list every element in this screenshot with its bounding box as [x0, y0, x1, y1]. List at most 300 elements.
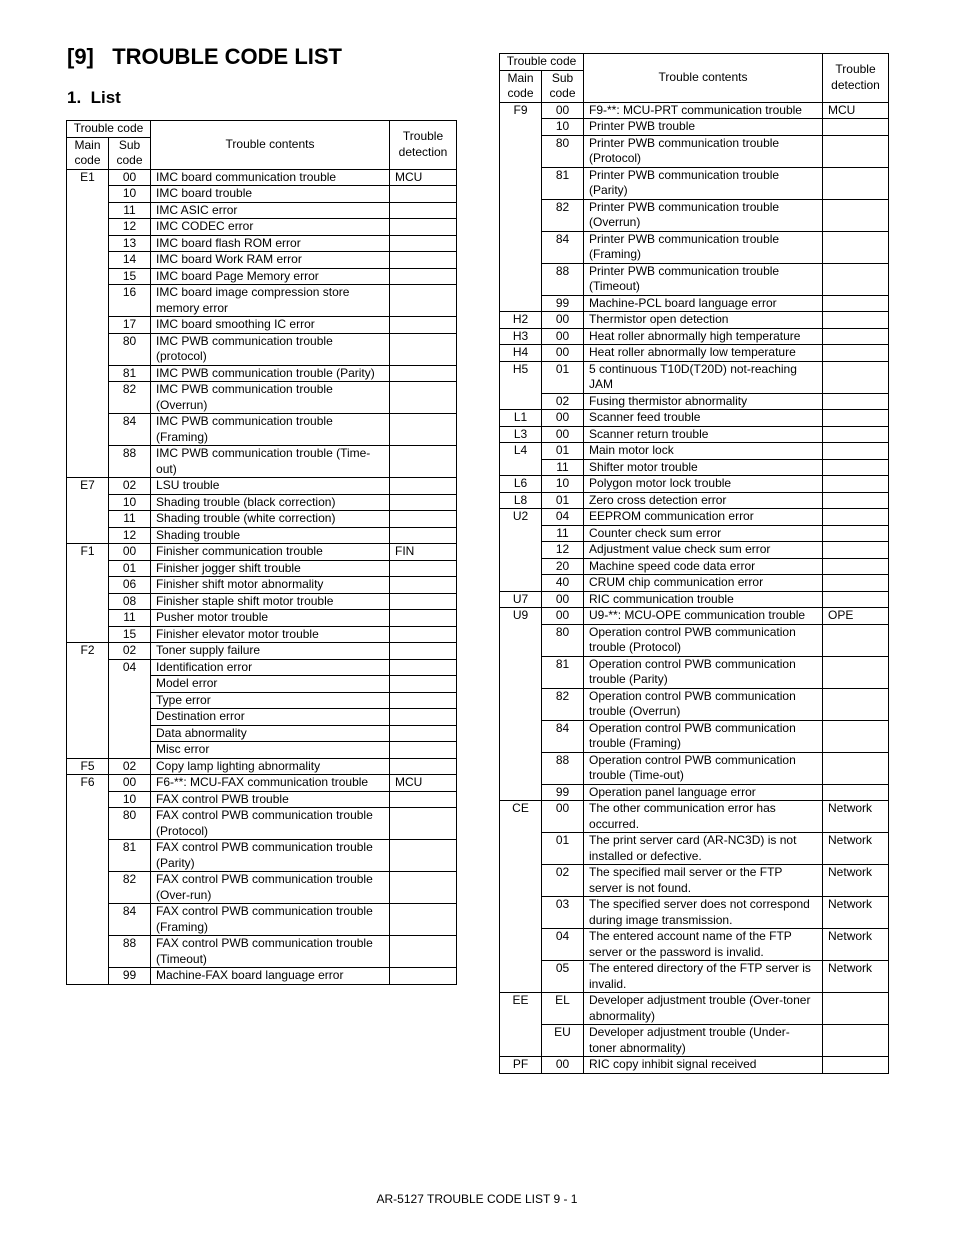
table-row — [500, 575, 889, 592]
sub-code-cell: 01 — [542, 361, 584, 393]
table-row — [500, 591, 889, 608]
trouble-contents-cell: The print server card (AR-NC3D) is not installed or defective. — [584, 833, 823, 865]
table-row — [500, 801, 889, 833]
trouble-contents-cell: Finisher elevator motor trouble — [151, 626, 390, 643]
table-row — [67, 527, 457, 544]
main-code-cell: U9 — [500, 608, 542, 801]
table-row — [67, 186, 457, 203]
table-row — [67, 365, 457, 382]
table-row — [67, 968, 457, 985]
sub-code-cell: 82 — [542, 688, 584, 720]
trouble-detection-cell — [390, 904, 457, 936]
trouble-contents-cell: Heat roller abnormally high temperature — [584, 328, 823, 345]
sub-code-cell: 11 — [109, 511, 151, 528]
page-footer: AR-5127 TROUBLE CODE LIST 9 - 1 — [376, 1192, 578, 1206]
sub-code-cell: 04 — [542, 509, 584, 526]
sub-code-header: Sub code — [109, 137, 151, 169]
sub-code-cell: 03 — [542, 897, 584, 929]
trouble-contents-cell: EEPROM communication error — [584, 509, 823, 526]
sub-code-cell: 81 — [542, 167, 584, 199]
main-code-cell: H2 — [500, 312, 542, 329]
table-row — [500, 167, 889, 199]
sub-code-cell: 81 — [109, 365, 151, 382]
trouble-detection-cell — [823, 328, 889, 345]
trouble-contents-cell: F9-**: MCU-PRT communication trouble — [584, 102, 823, 119]
trouble-detection-cell — [390, 626, 457, 643]
table-row — [500, 525, 889, 542]
sub-code-cell: 80 — [542, 135, 584, 167]
table-row — [500, 897, 889, 929]
table-row — [500, 608, 889, 625]
trouble-detection-cell — [823, 492, 889, 509]
sub-code-cell: 11 — [542, 525, 584, 542]
trouble-detection-cell — [390, 936, 457, 968]
trouble-detection-cell: Network — [823, 865, 889, 897]
sub-code-cell: 88 — [109, 936, 151, 968]
trouble-detection-cell: Network — [823, 961, 889, 993]
table-header-row — [67, 121, 457, 138]
sub-code-cell: 88 — [542, 752, 584, 784]
sub-code-cell: 02 — [542, 393, 584, 410]
trouble-contents-cell: Developer adjustment trouble (Over-toner abnormality) — [584, 993, 823, 1025]
table-row — [500, 688, 889, 720]
trouble-detection-cell — [823, 1057, 889, 1074]
sub-code-cell: 11 — [542, 459, 584, 476]
table-row — [500, 752, 889, 784]
table-row — [67, 643, 457, 660]
trouble-detection-cell — [390, 725, 457, 742]
trouble-contents-cell: IMC board flash ROM error — [151, 235, 390, 252]
table-row — [67, 577, 457, 594]
sub-code-cell: 82 — [109, 382, 151, 414]
sub-code-cell: 16 — [109, 285, 151, 317]
table-row — [67, 872, 457, 904]
table-row — [500, 929, 889, 961]
trouble-detection-cell — [390, 219, 457, 236]
trouble-detection-cell: FIN — [390, 544, 457, 561]
trouble-detection-cell — [823, 476, 889, 493]
table-row — [500, 459, 889, 476]
trouble-contents-cell: LSU trouble — [151, 478, 390, 495]
table-row — [67, 560, 457, 577]
table-row — [500, 426, 889, 443]
trouble-contents-header: Trouble contents — [151, 121, 390, 170]
trouble-code-header: Trouble code — [67, 121, 151, 138]
trouble-contents-cell: RIC communication trouble — [584, 591, 823, 608]
sub-code-cell: 14 — [109, 252, 151, 269]
table-row — [67, 219, 457, 236]
trouble-contents-cell: Counter check sum error — [584, 525, 823, 542]
trouble-code-table-left — [66, 120, 457, 985]
table-row — [500, 476, 889, 493]
trouble-contents-cell: The specified server does not correspond during image transmission. — [584, 897, 823, 929]
trouble-detection-cell — [390, 560, 457, 577]
trouble-contents-cell: Zero cross detection error — [584, 492, 823, 509]
sub-code-cell: 80 — [109, 808, 151, 840]
trouble-contents-cell: Operation control PWB communication trouble (Overrun) — [584, 688, 823, 720]
main-code-cell: F2 — [67, 643, 109, 759]
main-code-cell: U7 — [500, 591, 542, 608]
trouble-code-header: Trouble code — [500, 54, 584, 71]
table-row — [67, 758, 457, 775]
sub-code-cell: 84 — [109, 414, 151, 446]
trouble-detection-cell: MCU — [823, 102, 889, 119]
trouble-contents-cell: Finisher jogger shift trouble — [151, 560, 390, 577]
table-row — [67, 610, 457, 627]
table-row — [500, 345, 889, 362]
table-row — [67, 317, 457, 334]
sub-code-cell: 00 — [542, 328, 584, 345]
sub-code-cell: 88 — [109, 446, 151, 478]
trouble-detection-cell — [823, 263, 889, 295]
main-code-cell: F5 — [67, 758, 109, 775]
sub-code-cell: 12 — [109, 219, 151, 236]
sub-code-cell: 88 — [542, 263, 584, 295]
trouble-detection-cell — [390, 186, 457, 203]
trouble-contents-cell: Polygon motor lock trouble — [584, 476, 823, 493]
trouble-detection-cell — [823, 542, 889, 559]
trouble-contents-cell: IMC board communication trouble — [151, 169, 390, 186]
trouble-contents-cell: Machine-FAX board language error — [151, 968, 390, 985]
trouble-detection-cell — [390, 252, 457, 269]
sub-code-cell: 84 — [542, 231, 584, 263]
trouble-detection-cell — [390, 235, 457, 252]
table-row — [67, 593, 457, 610]
table-row — [500, 558, 889, 575]
table-row — [500, 410, 889, 427]
trouble-detection-cell: Network — [823, 897, 889, 929]
table-row — [67, 169, 457, 186]
trouble-contents-cell: IMC CODEC error — [151, 219, 390, 236]
trouble-contents-cell: IMC board Page Memory error — [151, 268, 390, 285]
main-code-cell: U2 — [500, 509, 542, 592]
trouble-detection-cell: MCU — [390, 169, 457, 186]
trouble-detection-cell — [823, 558, 889, 575]
table-row — [500, 720, 889, 752]
trouble-contents-cell: Model error — [151, 676, 390, 693]
sub-code-cell: 17 — [109, 317, 151, 334]
trouble-contents-cell: CRUM chip communication error — [584, 575, 823, 592]
trouble-code-table-right — [499, 53, 889, 1074]
trouble-detection-cell — [823, 656, 889, 688]
trouble-detection-cell — [823, 688, 889, 720]
sub-code-cell: 84 — [542, 720, 584, 752]
trouble-contents-cell: The entered directory of the FTP server is invalid. — [584, 961, 823, 993]
table-row — [500, 231, 889, 263]
main-code-cell: E7 — [67, 478, 109, 544]
table-row — [500, 865, 889, 897]
trouble-detection-cell — [390, 577, 457, 594]
sub-code-cell: 02 — [109, 478, 151, 495]
trouble-detection-cell — [823, 624, 889, 656]
trouble-contents-cell: Finisher shift motor abnormality — [151, 577, 390, 594]
trouble-detection-cell — [390, 968, 457, 985]
sub-code-cell: 02 — [109, 758, 151, 775]
trouble-detection-cell — [823, 591, 889, 608]
trouble-contents-cell: Printer PWB communication trouble (Overrun) — [584, 199, 823, 231]
sub-code-cell: EL — [542, 993, 584, 1025]
trouble-contents-cell: Data abnormality — [151, 725, 390, 742]
trouble-contents-cell: Copy lamp lighting abnormality — [151, 758, 390, 775]
table-row — [67, 511, 457, 528]
table-row — [500, 509, 889, 526]
trouble-contents-cell: Main motor lock — [584, 443, 823, 460]
trouble-contents-header: Trouble contents — [584, 54, 823, 103]
table-row — [67, 252, 457, 269]
trouble-detection-cell — [390, 414, 457, 446]
trouble-detection-cell — [823, 135, 889, 167]
trouble-detection-cell: Network — [823, 929, 889, 961]
table-row — [500, 119, 889, 136]
table-body — [67, 169, 457, 984]
table-header-row — [500, 54, 889, 71]
table-row — [67, 808, 457, 840]
trouble-contents-cell: The specified mail server or the FTP server is not found. — [584, 865, 823, 897]
trouble-detection-cell: Network — [823, 833, 889, 865]
table-row — [500, 492, 889, 509]
trouble-contents-cell: FAX control PWB communication trouble (Protocol) — [151, 808, 390, 840]
table-row — [67, 285, 457, 317]
trouble-contents-cell: IMC ASIC error — [151, 202, 390, 219]
sub-code-cell: 02 — [542, 865, 584, 897]
trouble-detection-cell — [390, 659, 457, 676]
trouble-contents-cell: IMC PWB communication trouble (Overrun) — [151, 382, 390, 414]
sub-code-cell: 00 — [109, 544, 151, 561]
sub-code-cell: 00 — [542, 312, 584, 329]
trouble-contents-cell: IMC PWB communication trouble (protocol) — [151, 333, 390, 365]
sub-code-cell: 15 — [109, 626, 151, 643]
trouble-contents-cell: IMC PWB communication trouble (Time-out) — [151, 446, 390, 478]
trouble-contents-cell: IMC PWB communication trouble (Parity) — [151, 365, 390, 382]
sub-code-cell: 01 — [542, 443, 584, 460]
table-row — [67, 936, 457, 968]
trouble-contents-cell: The other communication error has occurred. — [584, 801, 823, 833]
sub-code-cell: 82 — [542, 199, 584, 231]
trouble-detection-cell — [823, 1025, 889, 1057]
table-row — [500, 295, 889, 312]
trouble-detection-cell — [823, 443, 889, 460]
sub-code-cell: 00 — [109, 775, 151, 792]
trouble-detection-cell — [390, 872, 457, 904]
trouble-contents-cell: Operation control PWB communication trouble (Protocol) — [584, 624, 823, 656]
table-row — [67, 494, 457, 511]
sub-code-cell: 10 — [109, 186, 151, 203]
table-row — [500, 1025, 889, 1057]
trouble-detection-cell — [390, 709, 457, 726]
trouble-contents-cell: Printer PWB communication trouble (Parity) — [584, 167, 823, 199]
trouble-detection-cell — [823, 459, 889, 476]
sub-code-cell: 00 — [542, 102, 584, 119]
trouble-detection-cell — [390, 840, 457, 872]
trouble-detection-cell: Network — [823, 801, 889, 833]
table-row — [67, 626, 457, 643]
trouble-contents-cell: Developer adjustment trouble (Under-toner abnormality) — [584, 1025, 823, 1057]
trouble-contents-cell: The entered account name of the FTP server or the password is invalid. — [584, 929, 823, 961]
trouble-contents-cell: Machine-PCL board language error — [584, 295, 823, 312]
table-row — [500, 443, 889, 460]
table-row — [67, 904, 457, 936]
trouble-detection-cell — [823, 784, 889, 801]
trouble-detection-cell — [390, 202, 457, 219]
trouble-contents-cell: IMC PWB communication trouble (Framing) — [151, 414, 390, 446]
trouble-detection-cell: OPE — [823, 608, 889, 625]
sub-code-cell: 10 — [542, 476, 584, 493]
trouble-contents-cell: U9-**: MCU-OPE communication trouble — [584, 608, 823, 625]
trouble-detection-cell — [390, 791, 457, 808]
table-row — [500, 393, 889, 410]
main-code-cell: H3 — [500, 328, 542, 345]
trouble-contents-cell: Printer PWB trouble — [584, 119, 823, 136]
sub-code-cell: 84 — [109, 904, 151, 936]
sub-code-cell: 00 — [542, 426, 584, 443]
trouble-detection-cell — [390, 494, 457, 511]
main-code-header: Main code — [67, 137, 109, 169]
main-code-cell: L1 — [500, 410, 542, 427]
trouble-detection-cell — [823, 426, 889, 443]
table-row — [67, 202, 457, 219]
trouble-contents-cell: FAX control PWB trouble — [151, 791, 390, 808]
table-body — [500, 102, 889, 1073]
table-row — [67, 446, 457, 478]
trouble-contents-cell: Machine speed code data error — [584, 558, 823, 575]
sub-code-cell: 81 — [109, 840, 151, 872]
sub-code-cell: 06 — [109, 577, 151, 594]
trouble-contents-cell: Printer PWB communication trouble (Timeout) — [584, 263, 823, 295]
trouble-detection-cell — [823, 752, 889, 784]
trouble-contents-cell: FAX control PWB communication trouble (Over-run) — [151, 872, 390, 904]
sub-code-cell: 15 — [109, 268, 151, 285]
sub-code-cell: 20 — [542, 558, 584, 575]
table-row — [67, 333, 457, 365]
sub-code-cell: 00 — [542, 1057, 584, 1074]
trouble-detection-cell — [390, 758, 457, 775]
main-code-cell: L3 — [500, 426, 542, 443]
table-row — [500, 993, 889, 1025]
trouble-detection-cell — [823, 119, 889, 136]
sub-code-cell: 08 — [109, 593, 151, 610]
sub-code-cell: EU — [542, 1025, 584, 1057]
trouble-contents-cell: FAX control PWB communication trouble (Timeout) — [151, 936, 390, 968]
trouble-detection-cell — [390, 808, 457, 840]
trouble-detection-cell — [390, 285, 457, 317]
table-row — [500, 961, 889, 993]
trouble-contents-cell: Shading trouble (black correction) — [151, 494, 390, 511]
sub-code-cell: 11 — [109, 202, 151, 219]
main-code-cell: H4 — [500, 345, 542, 362]
trouble-contents-cell: Pusher motor trouble — [151, 610, 390, 627]
trouble-contents-cell: Destination error — [151, 709, 390, 726]
main-code-cell: H5 — [500, 361, 542, 410]
table-row — [67, 382, 457, 414]
trouble-contents-cell: Finisher communication trouble — [151, 544, 390, 561]
sub-code-cell: 00 — [542, 345, 584, 362]
table-row — [67, 478, 457, 495]
trouble-contents-cell: IMC board smoothing IC error — [151, 317, 390, 334]
sub-code-cell: 80 — [109, 333, 151, 365]
table-row — [500, 833, 889, 865]
table-row — [67, 659, 457, 676]
sub-code-cell: 80 — [542, 624, 584, 656]
trouble-contents-cell: Shifter motor trouble — [584, 459, 823, 476]
sub-code-cell: 00 — [542, 608, 584, 625]
sub-code-cell: 12 — [542, 542, 584, 559]
trouble-contents-cell: Operation control PWB communication trouble (Parity) — [584, 656, 823, 688]
sub-code-cell: 04 — [109, 659, 151, 758]
sub-code-cell: 00 — [542, 801, 584, 833]
trouble-detection-cell — [823, 410, 889, 427]
main-code-header: Main code — [500, 70, 542, 102]
trouble-detection-cell — [823, 525, 889, 542]
sub-code-cell: 00 — [109, 169, 151, 186]
trouble-detection-cell — [823, 199, 889, 231]
trouble-detection-cell — [390, 676, 457, 693]
trouble-detection-cell — [390, 610, 457, 627]
sub-code-cell: 00 — [542, 591, 584, 608]
table-row — [500, 1057, 889, 1074]
sub-code-cell: 10 — [109, 494, 151, 511]
trouble-detection-cell — [823, 312, 889, 329]
trouble-contents-cell: Shading trouble — [151, 527, 390, 544]
trouble-contents-cell: IMC board trouble — [151, 186, 390, 203]
sub-code-cell: 82 — [109, 872, 151, 904]
trouble-detection-cell — [823, 509, 889, 526]
trouble-detection-cell — [390, 317, 457, 334]
trouble-contents-cell: Shading trouble (white correction) — [151, 511, 390, 528]
table-row — [500, 328, 889, 345]
trouble-contents-cell: Printer PWB communication trouble (Framing) — [584, 231, 823, 263]
main-code-cell: EE — [500, 993, 542, 1057]
table-row — [67, 775, 457, 792]
trouble-detection-cell — [390, 692, 457, 709]
sub-code-cell: 99 — [542, 295, 584, 312]
trouble-contents-cell: Heat roller abnormally low temperature — [584, 345, 823, 362]
trouble-detection-cell — [823, 720, 889, 752]
main-code-cell: CE — [500, 801, 542, 993]
trouble-contents-cell: 5 continuous T10D(T20D) not-reaching JAM — [584, 361, 823, 393]
table-row — [67, 840, 457, 872]
table-row — [500, 542, 889, 559]
table-row — [500, 624, 889, 656]
trouble-detection-cell: MCU — [390, 775, 457, 792]
table-row — [500, 263, 889, 295]
trouble-detection-cell — [390, 478, 457, 495]
table-row — [500, 656, 889, 688]
trouble-contents-cell: Operation panel language error — [584, 784, 823, 801]
trouble-detection-header: Trouble detection — [390, 121, 457, 170]
table-row — [67, 235, 457, 252]
trouble-detection-cell — [823, 345, 889, 362]
trouble-detection-cell — [823, 231, 889, 263]
main-code-cell: PF — [500, 1057, 542, 1074]
table-row — [67, 544, 457, 561]
trouble-contents-cell: Toner supply failure — [151, 643, 390, 660]
trouble-contents-cell: Thermistor open detection — [584, 312, 823, 329]
trouble-detection-cell — [823, 361, 889, 393]
trouble-detection-cell — [390, 527, 457, 544]
main-code-cell: F9 — [500, 102, 542, 312]
trouble-contents-cell: Misc error — [151, 742, 390, 759]
trouble-contents-cell: IMC board image compression store memory error — [151, 285, 390, 317]
trouble-detection-cell — [390, 593, 457, 610]
main-code-cell: F6 — [67, 775, 109, 985]
trouble-contents-cell: Fusing thermistor abnormality — [584, 393, 823, 410]
trouble-detection-cell — [823, 993, 889, 1025]
trouble-contents-cell: FAX control PWB communication trouble (Parity) — [151, 840, 390, 872]
sub-code-cell: 01 — [542, 833, 584, 865]
trouble-detection-cell — [390, 643, 457, 660]
trouble-detection-cell — [390, 382, 457, 414]
sub-code-cell: 10 — [109, 791, 151, 808]
